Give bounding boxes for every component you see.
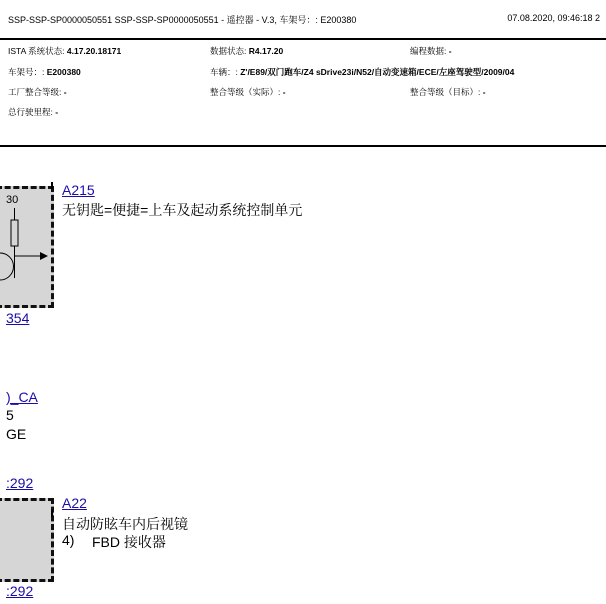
header-rule [0, 38, 606, 40]
signal-link-ca[interactable]: )_CA [6, 389, 38, 405]
document-title: SSP-SSP-SP0000050551 SSP-SSP-SP0000050551 - 遥控器 - V.3, 车架号：: E200380 [8, 15, 357, 25]
pin-marker-a22 [51, 510, 53, 517]
component-link-a215[interactable]: A215 [62, 182, 95, 198]
integration-level-target: 整合等级（目标）: - [410, 87, 486, 97]
ref-link-354[interactable]: 354 [6, 310, 30, 326]
data-status: 数据状态: R4.17.20 [210, 46, 284, 56]
signal-line-2: GE [6, 426, 27, 442]
integration-level-actual: 整合等级（实际）: - [210, 87, 286, 97]
ista-status: ISTA 系统状态: 4.17.20.18171 [8, 46, 122, 56]
vin: 车架号：: E200380 [8, 67, 81, 77]
vehicle: 车辆：: Z'/E89/双门跑车/Z4 sDrive23i/N52/自动变速箱/ECE/左座驾驶型/2009/04 [210, 67, 515, 77]
signal-line-1: 5 [6, 407, 14, 423]
component-desc-a22: 自动防眩车内后视镜 [62, 516, 188, 532]
pin-marker-a215 [51, 182, 53, 189]
programming-data: 编程数据: - [410, 46, 452, 56]
factory-integration-level: 工厂整合等级: - [8, 87, 67, 97]
total-mileage: 总行驶里程: - [8, 107, 59, 117]
pin-number-4: 4) [62, 532, 75, 548]
section-rule [0, 145, 606, 147]
switch-symbol-icon [0, 208, 52, 288]
pin-desc-fbd: FBD 接收器 [92, 534, 166, 550]
pin-label-30: 30 [6, 194, 19, 206]
ref-link-292-a[interactable]: :292 [6, 475, 34, 491]
ref-link-292-b[interactable]: :292 [6, 583, 34, 599]
component-box-a22 [0, 498, 54, 582]
document-datetime-page: 07.08.2020, 09:46:18 2 [507, 13, 600, 23]
component-link-a22[interactable]: A22 [62, 495, 87, 511]
component-desc-a215: 无钥匙=便捷=上车及起动系统控制单元 [62, 202, 303, 218]
